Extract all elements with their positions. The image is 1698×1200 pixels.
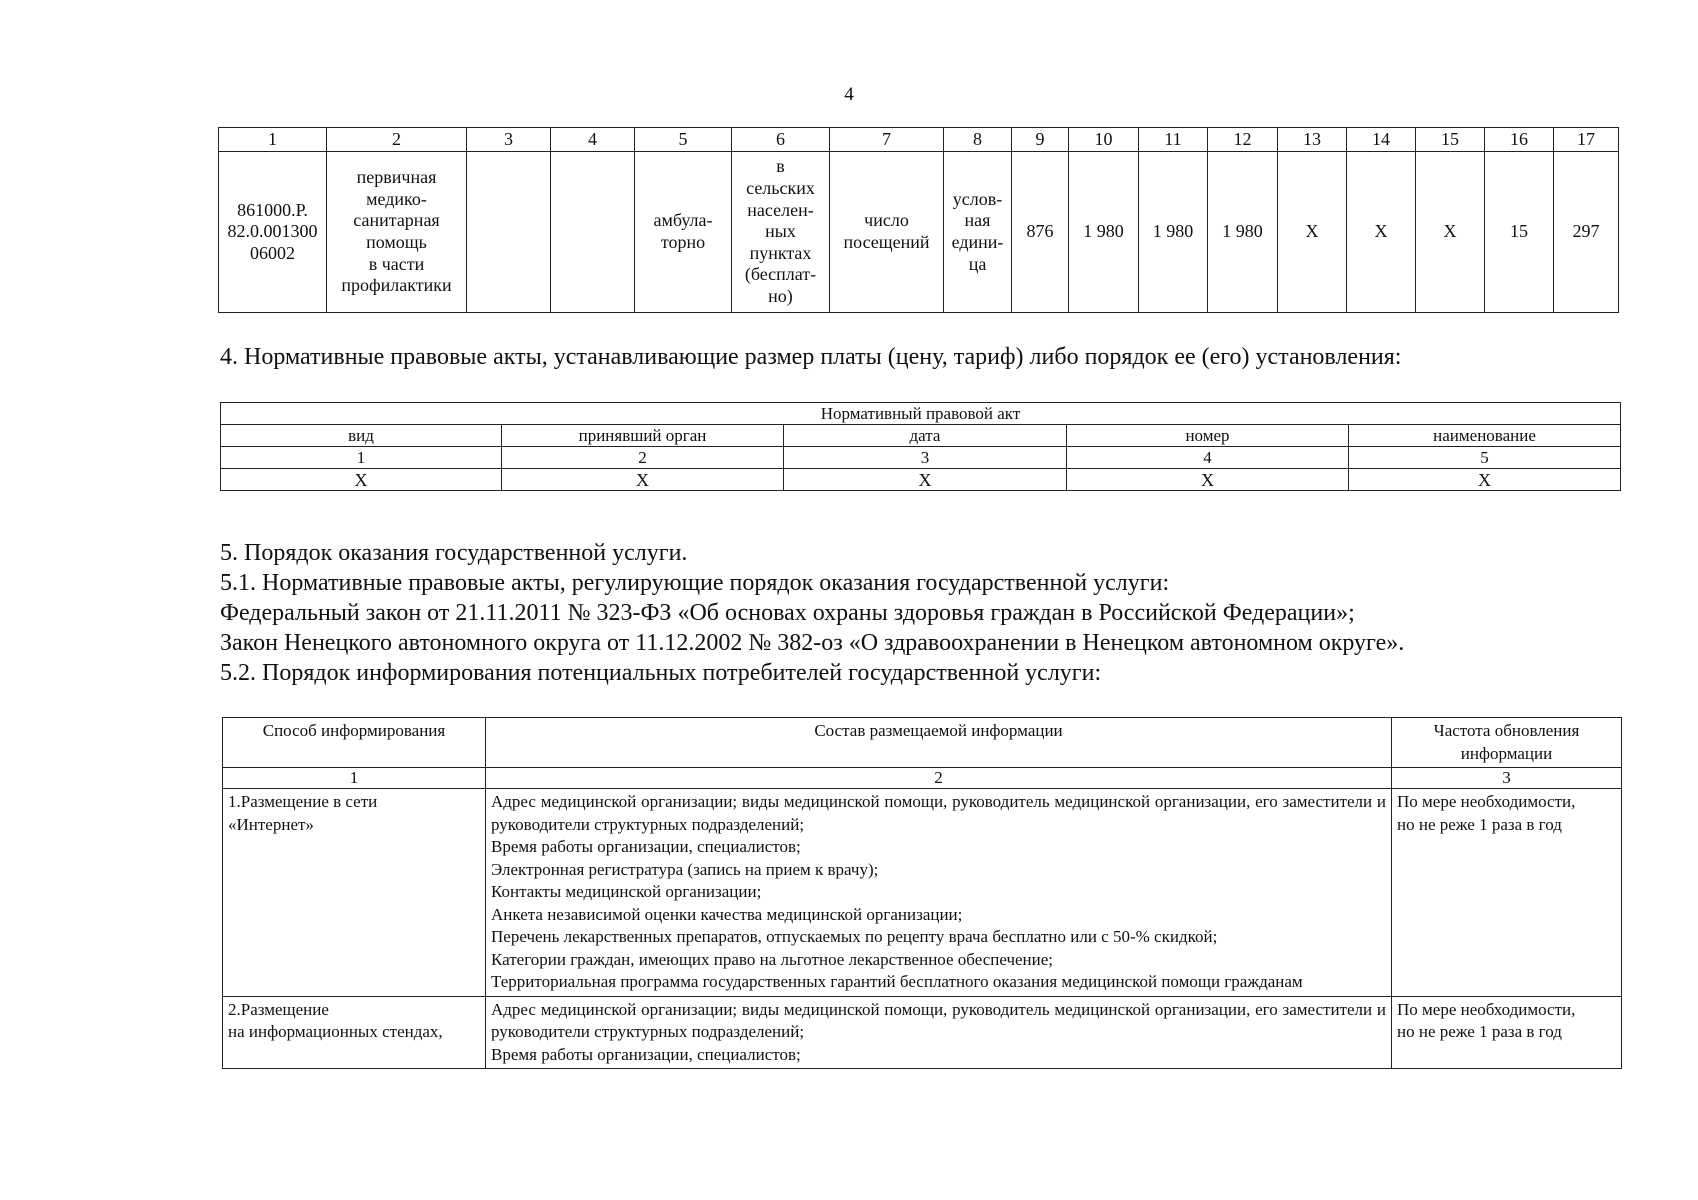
- section-5-1-heading: 5.1. Нормативные правовые акты, регулирующие порядок оказания государственной услуги:: [220, 570, 1170, 596]
- column-number: 3: [1392, 768, 1622, 789]
- column-number-row: [219, 128, 1619, 152]
- column-number: 10: [1069, 128, 1139, 152]
- service-condition-cell: в сельских населен- ных пунктах (бесплат- но): [732, 152, 830, 313]
- frequency-cell: По мере необходимости, но не реже 1 раза в год: [1392, 996, 1622, 1069]
- informing-table: [222, 717, 1622, 1069]
- column-header: Способ информирования: [223, 718, 486, 768]
- column-number: 1: [219, 128, 327, 152]
- service-form-cell: амбула- торно: [635, 152, 732, 313]
- column-number: 2: [486, 768, 1392, 789]
- empty-cell: [467, 152, 551, 313]
- value-cell: 1 980: [1069, 152, 1139, 313]
- column-header: дата: [784, 425, 1067, 447]
- service-content-cell: первичная медико- санитарная помощь в части профилактики: [327, 152, 467, 313]
- column-number: 3: [467, 128, 551, 152]
- column-number: 5: [635, 128, 732, 152]
- column-header: вид: [221, 425, 502, 447]
- unit-cell: услов- ная едини- ца: [944, 152, 1012, 313]
- value-cell: 297: [1554, 152, 1619, 313]
- legal-acts-table: [220, 402, 1621, 491]
- column-header: номер: [1067, 425, 1349, 447]
- indicator-name-cell: число посещений: [830, 152, 944, 313]
- section-5-title: 5. Порядок оказания государственной услуги.: [220, 540, 688, 566]
- method-cell: 2.Размещение на информационных стендах,: [223, 996, 486, 1069]
- column-number: 4: [1067, 447, 1349, 469]
- column-number: 5: [1349, 447, 1621, 469]
- column-number: 1: [221, 447, 502, 469]
- table-title-row: [221, 403, 1621, 425]
- value-cell: X: [1349, 469, 1621, 491]
- frequency-cell: По мере необходимости, но не реже 1 раза в год: [1392, 789, 1622, 997]
- column-number: 2: [502, 447, 784, 469]
- column-number: 15: [1416, 128, 1485, 152]
- column-header: Состав размещаемой информации: [486, 718, 1392, 768]
- federal-law-text: Федеральный закон от 21.11.2011 № 323-ФЗ «Об основах охраны здоровья граждан в Российской Федерации»;: [220, 600, 1355, 626]
- table-row: [221, 469, 1621, 491]
- empty-cell: [551, 152, 635, 313]
- service-volume-table: [218, 127, 1619, 313]
- value-cell: 876: [1012, 152, 1069, 313]
- regional-law-text: Закон Ненецкого автономного округа от 11.12.2002 № 382-оз «О здравоохранении в Ненецком автономном округе».: [220, 630, 1405, 656]
- column-number: 9: [1012, 128, 1069, 152]
- content-cell: Адрес медицинской организации; виды медицинской помощи, руководитель медицинской организации, его заместители и руководители структурных подразделений; Время работы организации, специалистов; Электронная регистратура (запись на прием к врачу); Контакты медицинской организации; Анкета независимой оценки качества медицинской организации; Перечень лекарственных препаратов, отпускаемых по рецепту врача бесплатно или с 50-% скидкой; Категории граждан, имеющих право на льготное лекарственное обеспечение; Территориальная программа государственных гарантий бесплатного оказания медицинской помощи гражданам: [486, 789, 1392, 997]
- value-cell: 15: [1485, 152, 1554, 313]
- column-header-row: [221, 425, 1621, 447]
- column-number: 11: [1139, 128, 1208, 152]
- value-cell: 1 980: [1139, 152, 1208, 313]
- column-number: 14: [1347, 128, 1416, 152]
- value-cell: X: [1347, 152, 1416, 313]
- value-cell: X: [1278, 152, 1347, 313]
- value-cell: X: [221, 469, 502, 491]
- page-number: 4: [844, 84, 854, 105]
- column-number: 7: [830, 128, 944, 152]
- table-row: [219, 152, 1619, 313]
- column-number: 3: [784, 447, 1067, 469]
- column-number: 16: [1485, 128, 1554, 152]
- column-number-row: [223, 768, 1622, 789]
- value-cell: X: [1067, 469, 1349, 491]
- value-cell: X: [502, 469, 784, 491]
- column-header: наименование: [1349, 425, 1621, 447]
- column-header: Частота обновления информации: [1392, 718, 1622, 768]
- column-header-row: [223, 718, 1622, 768]
- column-number: 2: [327, 128, 467, 152]
- column-header: принявший орган: [502, 425, 784, 447]
- registry-number-cell: 861000.Р. 82.0.001300 06002: [219, 152, 327, 313]
- column-number: 6: [732, 128, 830, 152]
- column-number: 17: [1554, 128, 1619, 152]
- column-number: 1: [223, 768, 486, 789]
- value-cell: X: [784, 469, 1067, 491]
- section-4-heading: 4. Нормативные правовые акты, устанавливающие размер платы (цену, тариф) либо порядок ее (его) установления:: [220, 344, 1402, 370]
- section-5-2-heading: 5.2. Порядок информирования потенциальных потребителей государственной услуги:: [220, 660, 1102, 686]
- column-number: 4: [551, 128, 635, 152]
- table-row: [223, 996, 1622, 1069]
- column-number: 12: [1208, 128, 1278, 152]
- value-cell: 1 980: [1208, 152, 1278, 313]
- column-number-row: [221, 447, 1621, 469]
- method-cell: 1.Размещение в сети «Интернет»: [223, 789, 486, 997]
- table-title: Нормативный правовой акт: [221, 403, 1621, 425]
- column-number: 8: [944, 128, 1012, 152]
- column-number: 13: [1278, 128, 1347, 152]
- value-cell: X: [1416, 152, 1485, 313]
- content-cell: Адрес медицинской организации; виды медицинской помощи, руководитель медицинской организации, его заместители и руководители структурных подразделений; Время работы организации, специалистов;: [486, 996, 1392, 1069]
- table-row: [223, 789, 1622, 997]
